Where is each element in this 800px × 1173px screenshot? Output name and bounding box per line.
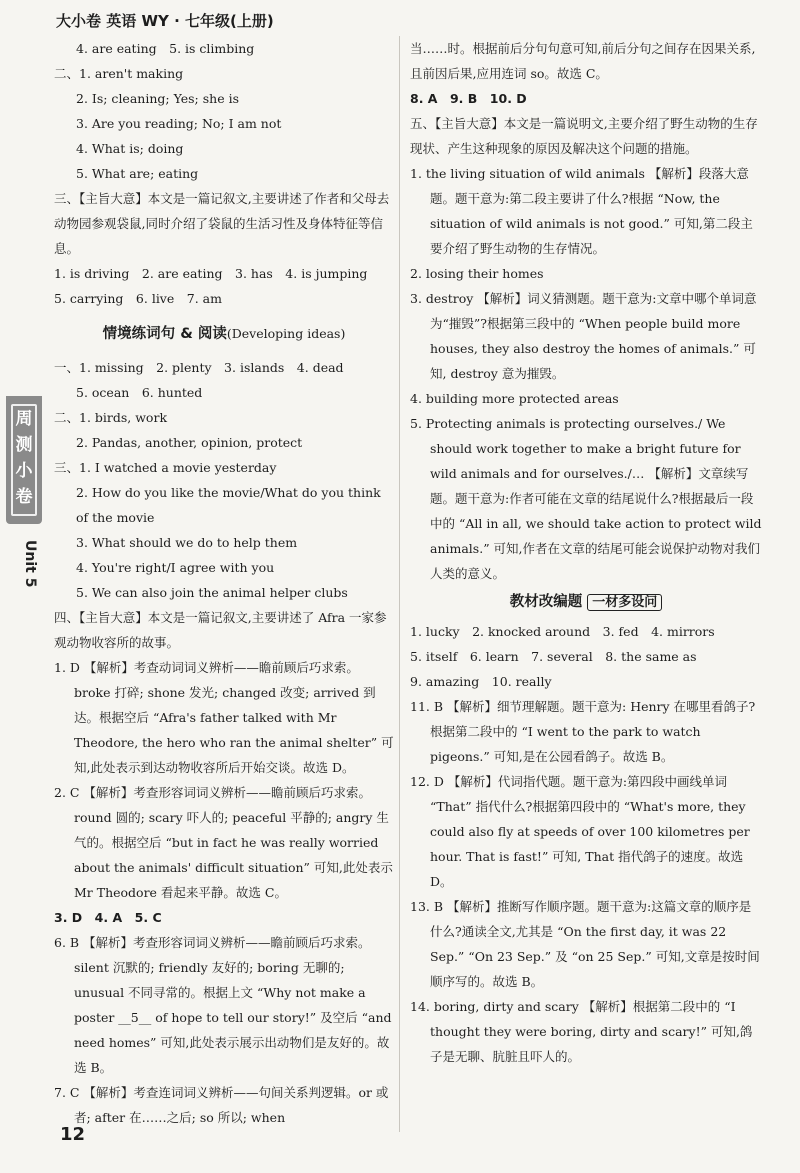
answer-item: 2. C 【解析】考查形容词词义辨析——瞻前顾后巧求索。round 圆的; scary 吓人的; peaceful 平静的; angry 生气的。根据空后 “but in fact he was really worried about the animals' difficult situation” 可知,此处表示 Mr Theodore 看起来平静。故选 C。 <box>54 785 393 900</box>
answer-line: 1. is driving 2. are eating 3. has 4. is jumping <box>54 266 368 281</box>
side-tab-char: 测 <box>15 435 33 455</box>
answer-line: 9. amazing 10. really <box>410 674 552 689</box>
answer-item: 3. D 4. A 5. C <box>54 910 162 925</box>
side-tab <box>6 396 42 524</box>
answer-item: 3. destroy 【解析】词义猜测题。题干意为:文章中哪个单词意为“摧毁”?根据第三段中的 “When people build more houses, they also destroy the homes of animals.” 可知, destroy 意为摧毁。 <box>410 291 757 381</box>
answer-line: 三、1. I watched a movie yesterday <box>54 460 277 475</box>
answer-line: 5. itself 6. learn 7. several 8. the same as <box>410 649 697 664</box>
answer-item: 11. B 【解析】细节理解题。题干意为: Henry 在哪里看鸽子?根据第二段中的 “I went to the park to watch pigeons.” 可知,是在公园看鸽子。故选 B。 <box>410 699 756 764</box>
answer-item: 4. building more protected areas <box>410 391 619 406</box>
answer-line: 4. You're right/I agree with you <box>76 560 275 575</box>
section-summary: 四、【主旨大意】本文是一篇记叙文,主要讲述了 Afra 一家参观动物收容所的故事。 <box>54 610 387 650</box>
answer-item: 2. losing their homes <box>410 266 544 281</box>
answer-line: 当……时。根据前后分句句意可知,前后分句之间存在因果关系,且前因后果,应用连词 so。故选 C。 <box>410 41 756 81</box>
section-title-badge: 一材多设问 <box>587 594 662 611</box>
page-number: 12 <box>60 1124 86 1145</box>
answer-line: 5. ocean 6. hunted <box>76 385 203 400</box>
section-title-sub: (Developing ideas) <box>226 326 346 341</box>
answer-line: 4. What is; doing <box>76 141 184 156</box>
side-tab-label <box>11 404 37 516</box>
answer-line: 2. How do you like the movie/What do you think of the movie <box>76 485 381 525</box>
answer-line: 3. Are you reading; No; I am not <box>76 116 282 131</box>
answer-item: 6. B 【解析】考查形容词词义辨析——瞻前顾后巧求索。silent 沉默的; friendly 友好的; boring 无聊的; unusual 不同寻常的。根据上文 “Why not make a poster __5__ of hope to tell our story!” 及空后 “and need homes” 可知,此处表示展示出动物们是友好的。故选 B。 <box>54 935 392 1075</box>
answer-line: 二、1. birds, work <box>54 410 168 425</box>
answer-line: 1. lucky 2. knocked around 3. fed 4. mirrors <box>410 624 715 639</box>
section-title <box>410 590 762 615</box>
answer-line: 4. are eating 5. is climbing <box>76 41 255 56</box>
answer-line: 一、1. missing 2. plenty 3. islands 4. dead <box>54 360 344 375</box>
answer-item: 1. D 【解析】考查动词词义辨析——瞻前顾后巧求索。broke 打碎; shone 发光; changed 改变; arrived 到达。根据空后 “Afra's father talked with Mr Theodore, the hero who ran the animal shelter” 可知,此处表示到达动物收容所后开始交谈。故选 D。 <box>54 660 394 775</box>
side-tab-char: 卷 <box>15 487 33 507</box>
answer-line: 8. A 9. B 10. D <box>410 91 527 106</box>
right-column <box>410 36 762 1069</box>
page-header: 大小卷 英语 WY · 七年级(上册) <box>56 12 274 30</box>
answer-line: 5. What are; eating <box>76 166 199 181</box>
left-column <box>54 36 394 1130</box>
answer-item: 5. Protecting animals is protecting ourselves./ We should work together to make a bright future for wild animals and for ourselves./… 【解析】文章续写题。题干意为:作者可能在文章的结尾说什么?根据最后一段中的 “All in all, we should take action to protect wild animals.” 可知,作者在文章的结尾可能会说保护动物对我们人类的意义。 <box>410 416 762 581</box>
answer-item: 7. C 【解析】考查连词词义辨析——句间关系判逻辑。or 或者; after 在……之后; so 所以; when <box>54 1085 389 1125</box>
answer-line: 3. What should we do to help them <box>76 535 298 550</box>
section-title-text: 情境练词句 & 阅读 <box>102 326 227 342</box>
unit-label: Unit 5 <box>22 540 38 588</box>
section-title-text: 教材改编题 <box>509 594 583 610</box>
answer-item: 1. the living situation of wild animals 【解析】段落大意题。题干意为:第二段主要讲了什么?根据 “Now, the situation of wild animals is not good.” 可知,第二段主要介绍了野生动物的生存情况。 <box>410 166 753 256</box>
section-title <box>54 321 394 347</box>
answer-line: 二、1. aren't making <box>54 66 184 81</box>
side-tab-char: 小 <box>15 461 33 481</box>
section-summary: 三、【主旨大意】本文是一篇记叙文,主要讲述了作者和父母去动物园参观袋鼠,同时介绍了袋鼠的生活习性及身体特征等信息。 <box>54 191 390 256</box>
section-summary: 五、【主旨大意】本文是一篇说明文,主要介绍了野生动物的生存现状、产生这种现象的原因及解决这个问题的措施。 <box>410 116 758 156</box>
answer-item: 13. B 【解析】推断写作顺序题。题干意为:这篇文章的顺序是什么?通读全文,尤其是 “On the first day, it was 22 Sep.” “On 23 Sep.” 及 “on 25 Sep.” 可知,文章是按时间顺序写的。故选 B。 <box>410 899 760 989</box>
answer-line: 2. Pandas, another, opinion, protect <box>76 435 303 450</box>
column-divider <box>399 36 400 1132</box>
answer-item: 12. D 【解析】代词指代题。题干意为:第四段中画线单词 “That” 指代什么?根据第四段中的 “What's more, they could also fly at speeds of over 100 kilometres per hour. That is fast!” 可知, That 指代鸽子的速度。故选 D。 <box>410 774 750 889</box>
side-tab-char: 周 <box>15 409 33 429</box>
answer-line: 2. Is; cleaning; Yes; she is <box>76 91 239 106</box>
answer-item: 14. boring, dirty and scary 【解析】根据第二段中的 “I thought they were boring, dirty and scary!” 可知,鸽子是无聊、肮脏且吓人的。 <box>410 999 753 1064</box>
answer-line: 5. carrying 6. live 7. am <box>54 291 222 306</box>
answer-line: 5. We can also join the animal helper clubs <box>76 585 348 600</box>
